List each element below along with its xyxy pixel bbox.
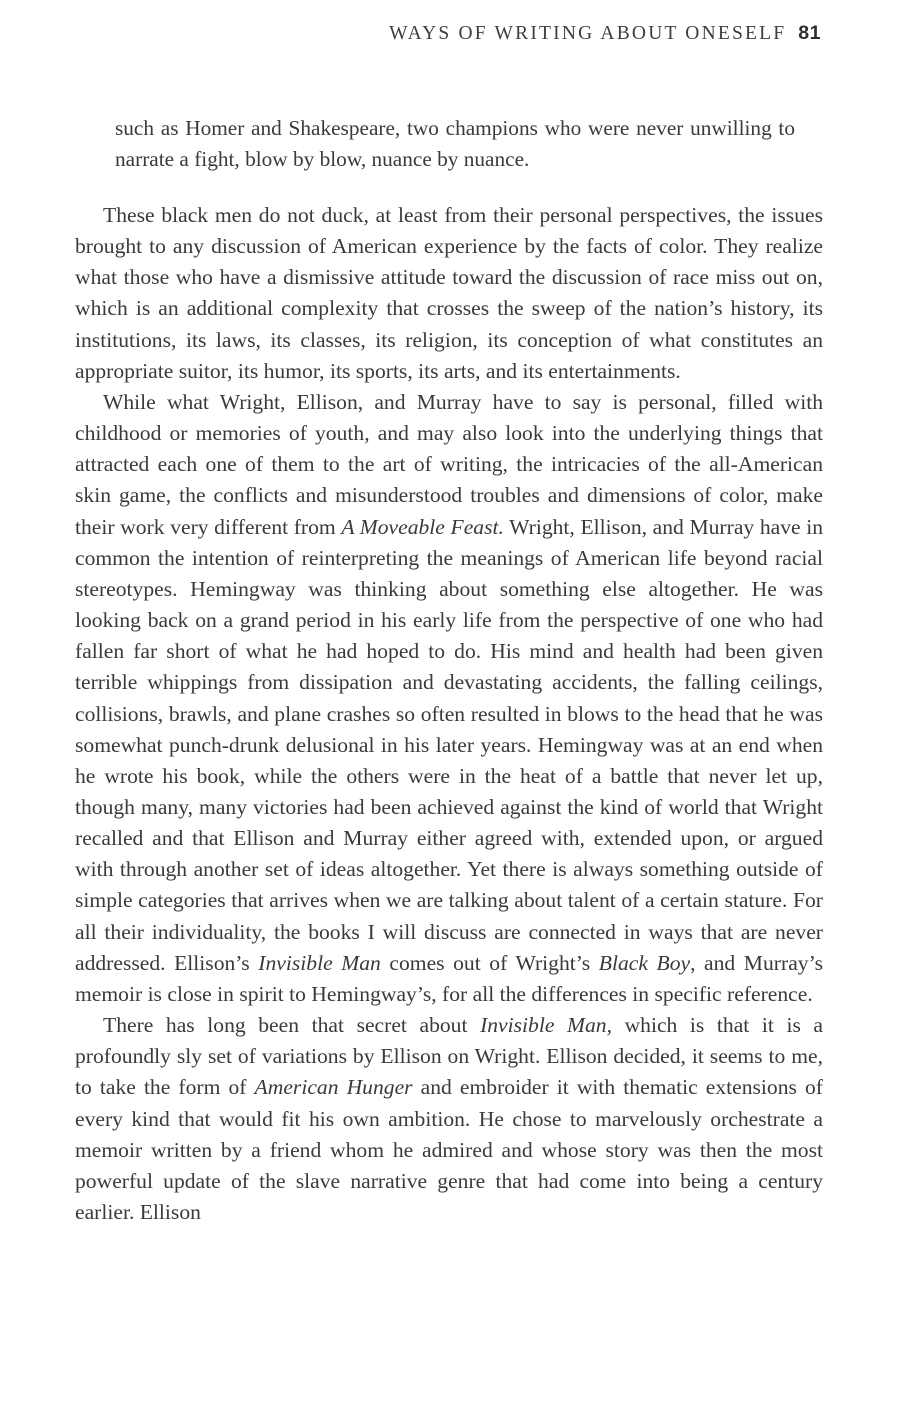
paragraph-3 bbox=[75, 1010, 823, 1228]
paragraph-3-text-a: There has long been that secret about bbox=[103, 1013, 481, 1038]
title-invisible-man: Invisible Man bbox=[258, 950, 381, 975]
page-number: 81 bbox=[798, 22, 821, 44]
paragraph-2-text-d: , and Murray’s memoir is close in spirit to Hemingway’s, for all the differences in specific reference. bbox=[75, 950, 823, 1006]
paragraph-2-text-c: comes out of Wright’s bbox=[380, 950, 599, 975]
paragraph-2-text-b: Wright, Ellison, and Murray have in common the intention of reinterpreting the meanings of American life beyond racial stereotypes. Hemingway was thinking about something else altogether. He was looking back on a grand period in his early life from the perspective of one who had fallen far short of what he had hoped to do. His mind and health had been given terrible whippings from dissipation and devastating accidents, the falling ceilings, collisions, brawls, and plane crashes so often resulted in blows to the head that he was somewhat punch-drunk delusional in his later years. Hemingway was at an end when he wrote his book, while the others were in the heat of a battle that never let up, though many, many victories had been achieved against the kind of world that Wright recalled and that Ellison and Murray either agreed with, extended upon, or argued with through another set of ideas altogether. Yet there is always something outside of simple categories that arrives when we are talking about talent of a certain stature. For all their individuality, the books I will discuss are connected in ways that are never addressed. Ellison’s bbox=[75, 514, 823, 975]
paragraph-3-text-c: and embroider it with thematic extensions of every kind that would fit his own ambition. He chose to marvelously orchestrate a memoir written by a friend whom he admired and whose story was then the most powerful update of the slave narrative genre that had come into being a century earlier. Ellison bbox=[75, 1075, 823, 1224]
title-invisible-man-2: Invisible Man, bbox=[480, 1013, 612, 1038]
title-a-moveable-feast: A Moveable Feast. bbox=[341, 514, 504, 539]
title-american-hunger: American Hunger bbox=[254, 1075, 413, 1100]
body-text bbox=[75, 200, 823, 1228]
running-head bbox=[389, 22, 821, 45]
paragraph-2-text-a: While what Wright, Ellison, and Murray have to say is personal, filled with childhood or memories of youth, and may also look into the underlying things that attracted each one of them to the art of writing, the intricacies of the all-American skin game, the conflicts and misunderstood troubles and dimensions of color, make their work very different from bbox=[75, 389, 823, 539]
block-quote-continuation: such as Homer and Shakespeare, two champions who were never unwilling to narrate a fight, blow by blow, nuance by nuance. bbox=[115, 116, 795, 171]
running-title: WAYS OF WRITING ABOUT ONESELF bbox=[389, 23, 787, 44]
paragraph-1: These black men do not duck, at least from their personal perspectives, the issues brought to any discussion of American experience by the facts of color. They realize what those who have a dismissive attitude toward the discussion of race miss out on, which is an additional complexity that crosses the sweep of the nation’s history, its institutions, its laws, its classes, its religion, its conception of what constitutes an appropriate suitor, its humor, its sports, its arts, and its entertainments. bbox=[75, 203, 823, 383]
title-black-boy: Black Boy bbox=[598, 950, 691, 975]
paragraph-3-text-b: which is that it is a profoundly sly set of variations by Ellison on Wright. Ellison decided, it seems to me, to take the form of bbox=[75, 1013, 824, 1100]
paragraph-2 bbox=[75, 387, 823, 1010]
